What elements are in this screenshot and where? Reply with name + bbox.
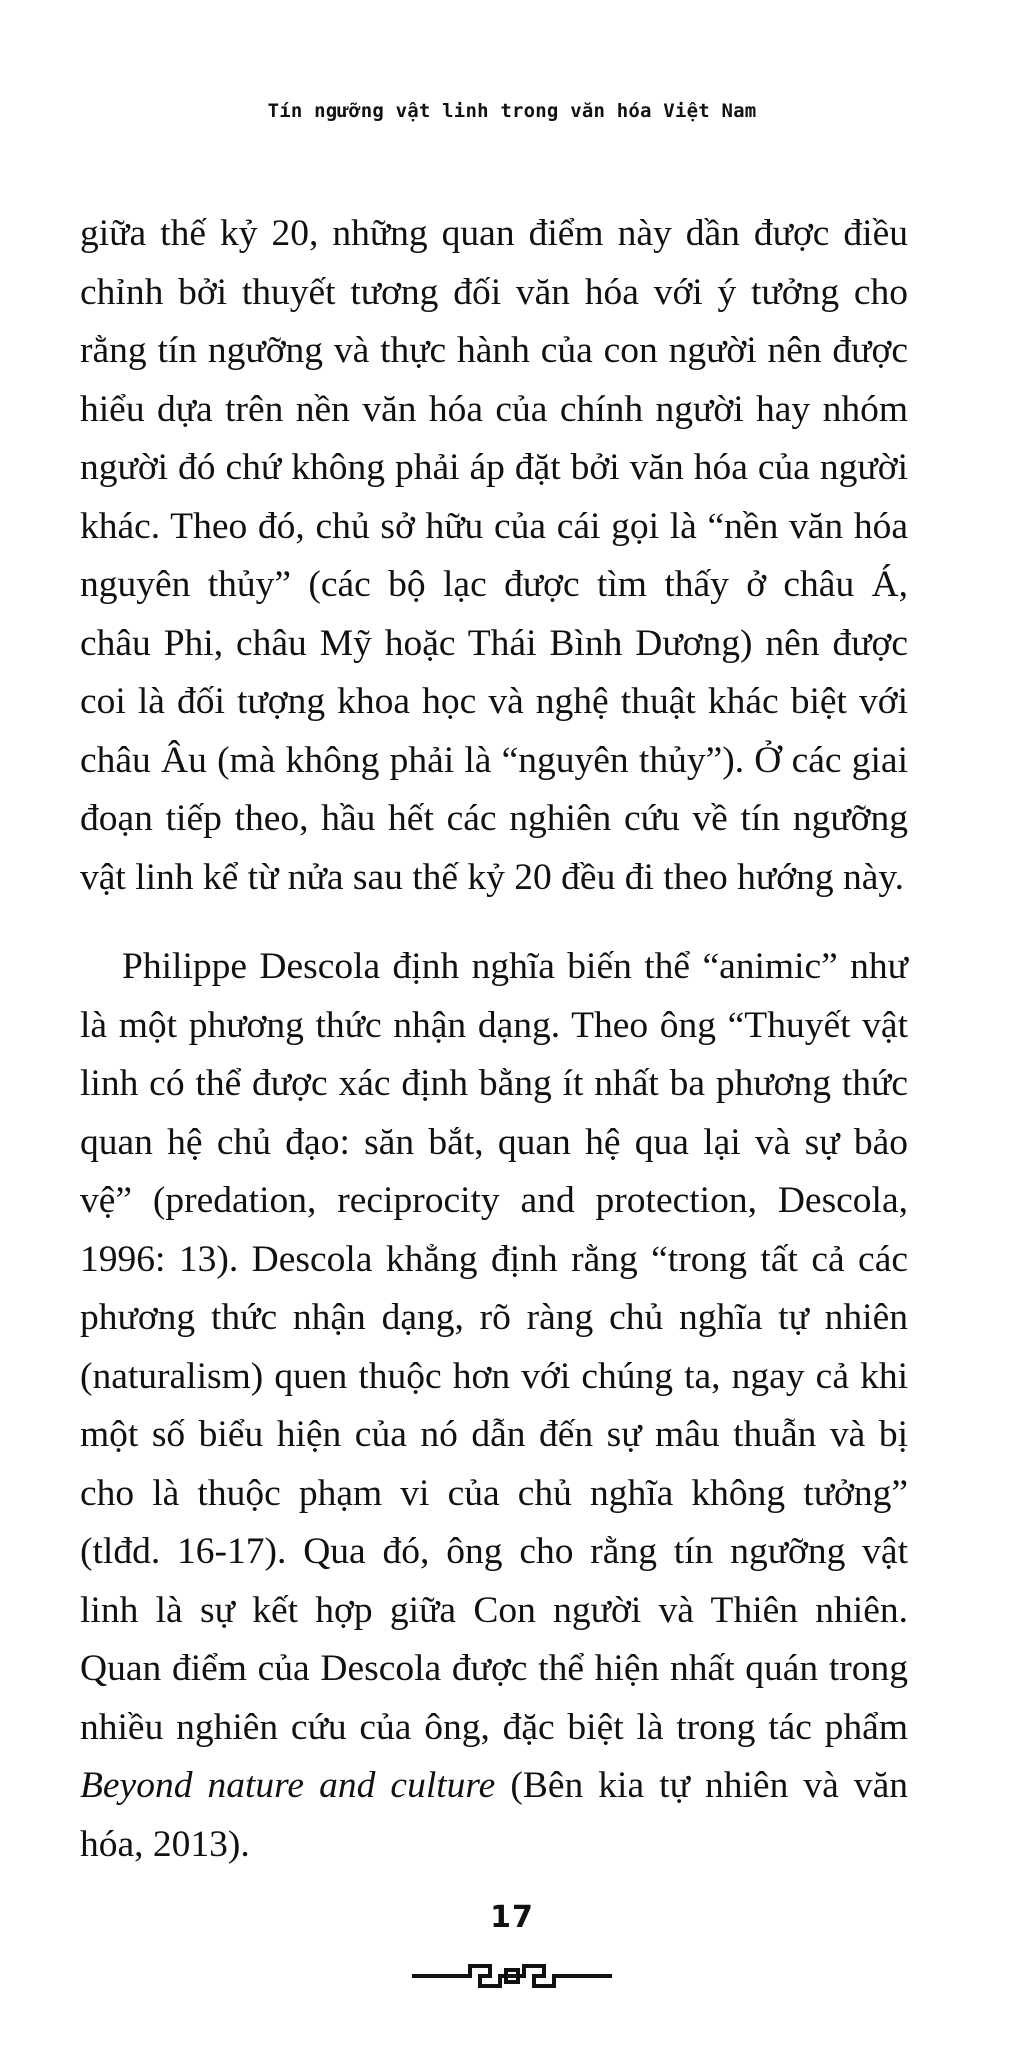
paragraph-2-tail: (Bên kia tự nhiên và văn hóa, 2013).: [80, 1765, 908, 1865]
body-text: [80, 205, 908, 1874]
paragraph-2-text: Philippe Descola định nghĩa biến thể “animic” như là một phương thức nhận dạng. Theo ông “Thuyết vật linh có thể được xác định bằng ít nhất ba phương thức quan hệ chủ đạo: săn bắt, quan hệ qua lại và sự bảo vệ” (predation, reciprocity and protection, Descola, 1996: 13). Descola khẳng định rằng “trong tất cả các phương thức nhận dạng, rõ ràng chủ nghĩa tự nhiên (naturalism) quen thuộc hơn với chúng ta, ngay cả khi một số biểu hiện của nó dẫn đến sự mâu thuẫn và bị cho là thuộc phạm vi của chủ nghĩa không tưởng” (tlđd. 16-17). Qua đó, ông cho rằng tín ngưỡng vật linh là sự kết hợp giữa Con người và Thiên nhiên. Quan điểm của Descola được thể hiện nhất quán trong nhiều nghiên cứu của ông, đặc biệt là trong tác phẩm: [80, 946, 908, 1748]
page-number: 17: [490, 1900, 534, 1935]
running-header: Tín ngưỡng vật linh trong văn hóa Việt Nam: [267, 100, 757, 122]
paragraph-2: [80, 938, 908, 1874]
paragraph-1: giữa thế kỷ 20, những quan điểm này dần được điều chỉnh bởi thuyết tương đối văn hóa với ý tưởng cho rằng tín ngưỡng và thực hành của con người nên được hiểu dựa trên nền văn hóa của chính người hay nhóm người đó chứ không phải áp đặt bởi văn hóa của người khác. Theo đó, chủ sở hữu của cái gọi là “nền văn hóa nguyên thủy” (các bộ lạc được tìm thấy ở châu Á, châu Phi, châu Mỹ hoặc Thái Bình Dương) nên được coi là đối tượng khoa học và nghệ thuật khác biệt với châu Âu (mà không phải là “nguyên thủy”). Ở các giai đoạn tiếp theo, hầu hết các nghiên cứu về tín ngưỡng vật linh kể từ nửa sau thế kỷ 20 đều đi theo hướng này.: [80, 213, 908, 898]
book-title: Beyond nature and culture: [80, 1765, 496, 1806]
fret-ornament-icon: [0, 1958, 1024, 1998]
